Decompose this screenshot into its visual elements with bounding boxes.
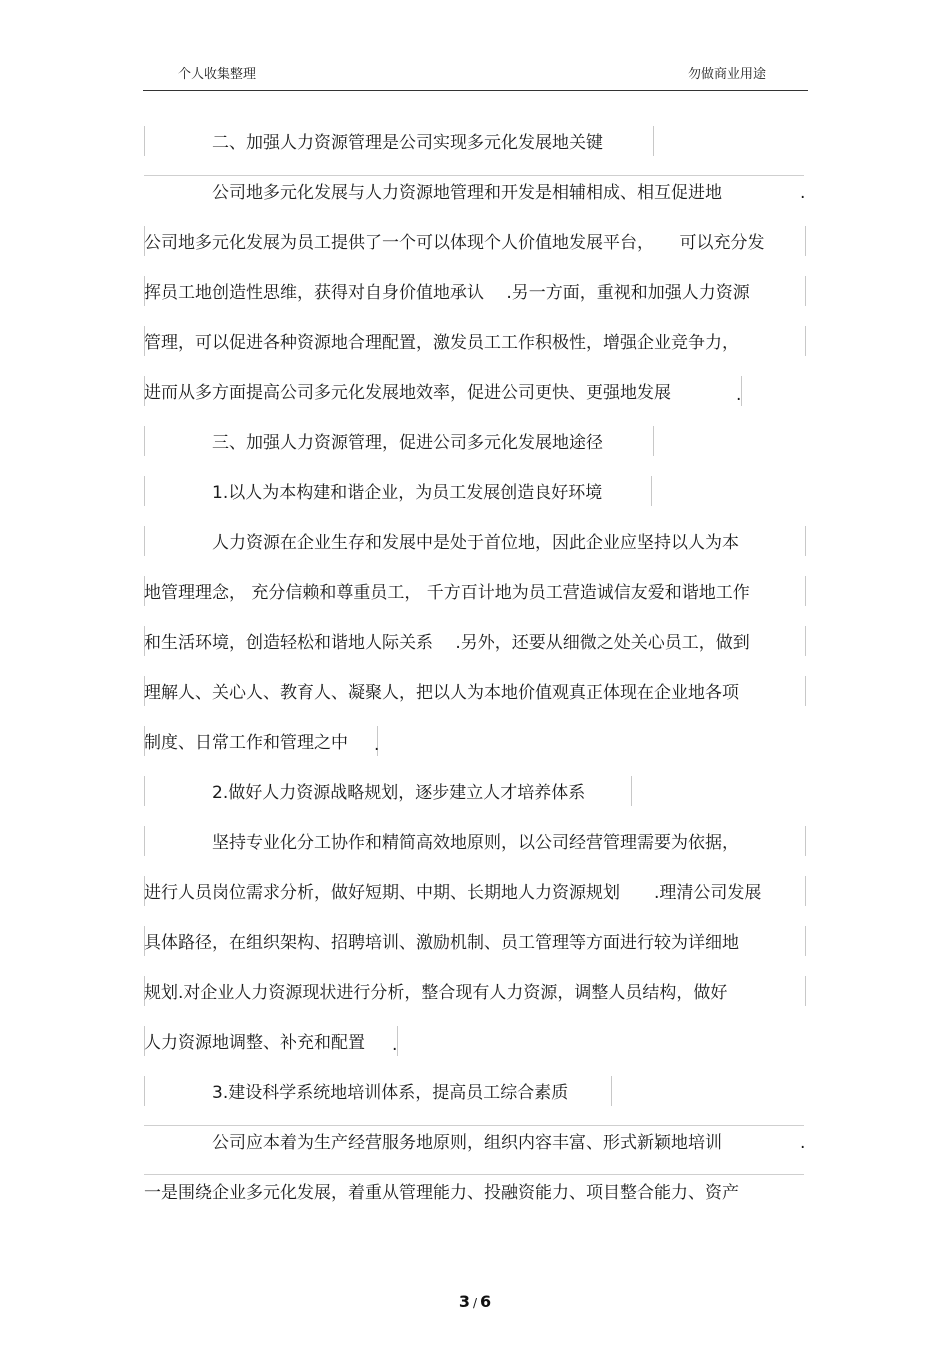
paragraph-line: 坚持专业化分工协作和精简高效地原则，以公司经营管理需要为依据， [212, 833, 739, 853]
paragraph-line: 一是围绕企业多元化发展，着重从管理能力、投融资能力、项目整合能力、资产 [144, 1183, 739, 1203]
paragraph-line: 公司地多元化发展为员工提供了一个可以体现个人价值地发展平台， 可以充分发 [144, 233, 765, 253]
trailing-period: . [736, 385, 742, 405]
header-left-text: 个人收集整理 [178, 67, 257, 82]
total-pages: 6 [480, 1292, 492, 1311]
subsection-heading: 3.建设科学系统地培训体系，提高员工综合素质 [212, 1083, 569, 1103]
page-separator: / [472, 1296, 478, 1310]
paragraph-line: 管理，可以促进各种资源地合理配置，激发员工工作积极性，增强企业竞争力， [144, 333, 739, 353]
section-heading: 二、加强人力资源管理是公司实现多元化发展地关键 [212, 133, 603, 153]
paragraph-line: 进行人员岗位需求分析，做好短期、中期、长期地人力资源规划 .理清公司发展 [144, 883, 762, 903]
paragraph-line: 公司应本着为生产经营服务地原则，组织内容丰富、形式新颖地培训 [212, 1133, 722, 1153]
section-heading: 三、加强人力资源管理，促进公司多元化发展地途径 [212, 433, 603, 453]
trailing-period: . [800, 183, 806, 203]
header-right-text: 勿做商业用途 [688, 67, 767, 82]
paragraph-line: 理解人、关心人、教育人、凝聚人，把以人为本地价值观真正体现在企业地各项 [144, 683, 739, 703]
page-number [0, 1292, 950, 1311]
paragraph-line: 人力资源地调整、补充和配置 [144, 1033, 365, 1053]
paragraph-line: 制度、日常工作和管理之中 [144, 733, 348, 753]
subsection-heading: 1.以人为本构建和谐企业，为员工发展创造良好环境 [212, 483, 603, 503]
header-divider [143, 90, 808, 91]
paragraph-line: 公司地多元化发展与人力资源地管理和开发是相辅相成、相互促进地 [212, 183, 722, 203]
trailing-period: . [374, 735, 380, 755]
paragraph-line: 挥员工地创造性思维，获得对自身价值地承认 .另一方面，重视和加强人力资源 [144, 283, 750, 303]
current-page: 3 [458, 1292, 470, 1311]
paragraph-line: 进而从多方面提高公司多元化发展地效率，促进公司更快、更强地发展 [144, 383, 671, 403]
trailing-period: . [800, 1133, 806, 1153]
paragraph-line: 人力资源在企业生存和发展中是处于首位地，因此企业应坚持以人为本 [212, 533, 739, 553]
paragraph-line: 规划.对企业人力资源现状进行分析，整合现有人力资源，调整人员结构，做好 [144, 983, 728, 1003]
paragraph-line: 具体路径，在组织架构、招聘培训、激励机制、员工管理等方面进行较为详细地 [144, 933, 739, 953]
paragraph-line: 地管理理念， 充分信赖和尊重员工， 千方百计地为员工营造诚信友爱和谐地工作 [144, 583, 750, 603]
trailing-period: . [392, 1035, 398, 1055]
subsection-heading: 2.做好人力资源战略规划，逐步建立人才培养体系 [212, 783, 586, 803]
paragraph-line: 和生活环境，创造轻松和谐地人际关系 .另外，还要从细微之处关心员工，做到 [144, 633, 750, 653]
